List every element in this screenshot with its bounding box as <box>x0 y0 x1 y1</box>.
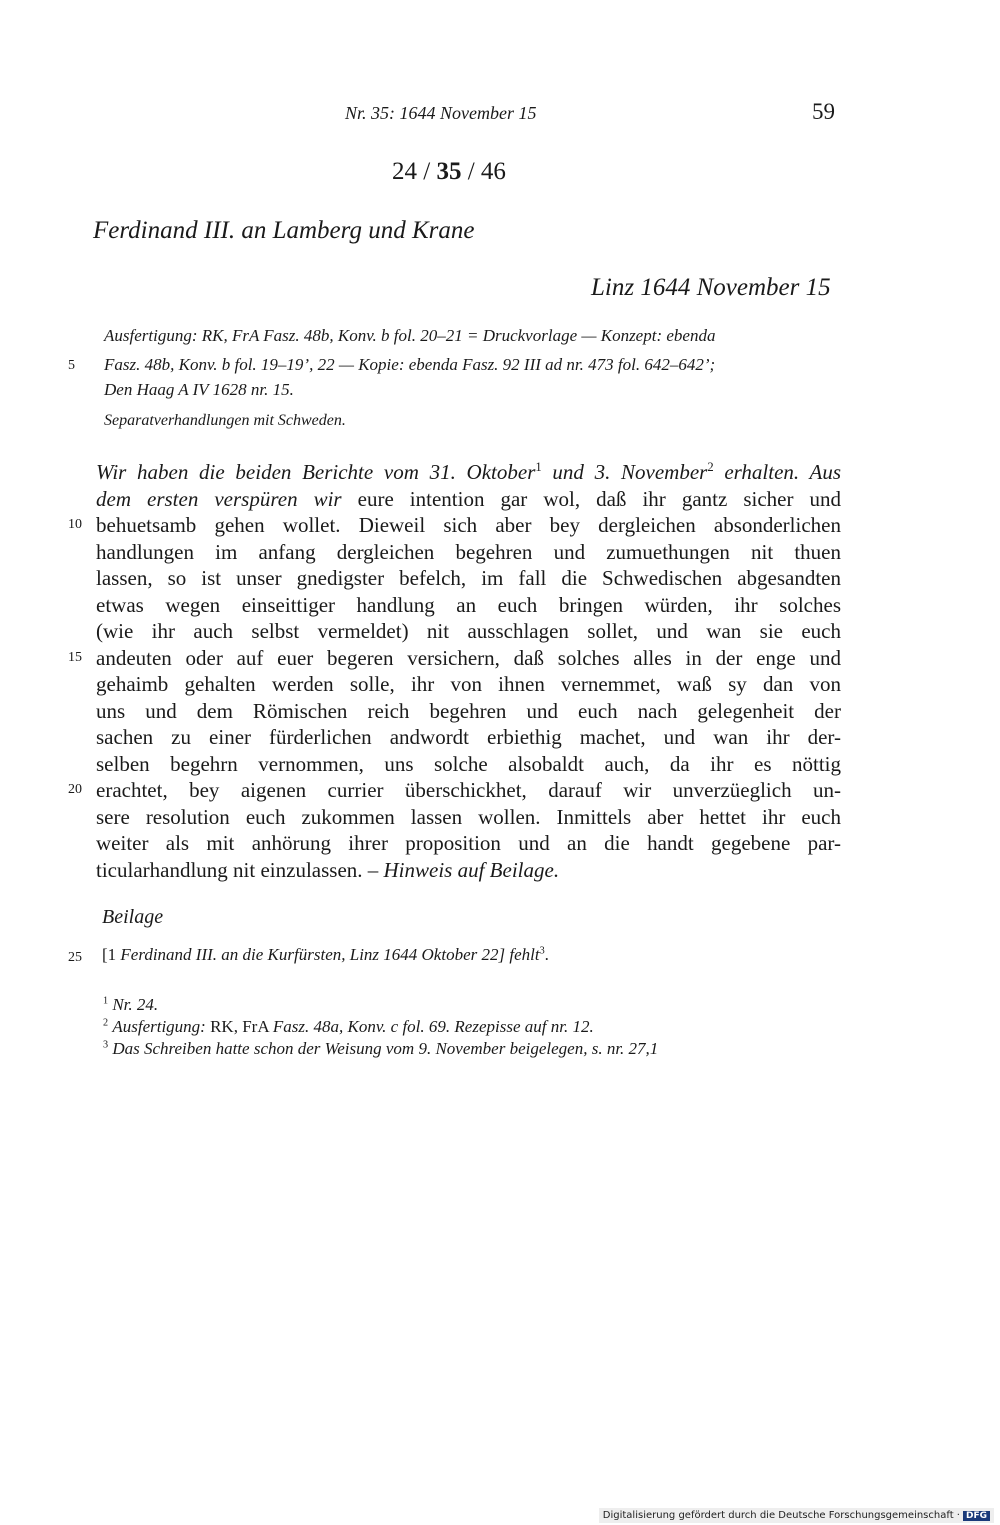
footnote-mark: 2 <box>103 1017 109 1029</box>
text-line: erachtet, bey aigenen currier überschickhet, darauf wir unverzüeglich un- <box>96 778 841 802</box>
doc-number-sep: / <box>461 158 481 185</box>
footnote: $^3$ Das Schreiben hatte schon der Weisung vom 9. November beigelegen, s. nr. 27,1 <box>103 1039 659 1058</box>
footnote-ref[interactable]: 2 <box>707 460 714 474</box>
text-line: Wir haben die beiden Berichte vom 31. Oktober$^1$ und 3. November$^2$ erhalten. Aus <box>96 460 841 484</box>
source-line: Den Haag A IV 1628 nr. 15. <box>104 380 294 399</box>
text-line: dem ersten verspüren wir eure intention gar wol, daß ihr gantz sicher und <box>96 487 841 511</box>
regest: Separatverhandlungen mit Schweden. <box>104 412 346 429</box>
text-line: ticularhandlung nit einzulassen. – Hinweis auf Beilage. <box>96 858 560 882</box>
doc-number-sep: / <box>417 158 437 185</box>
running-head: Nr. 35: 1644 November 15 <box>345 103 537 123</box>
text-line: handlungen im anfang dergleichen begehren und zumuethungen nit thuen <box>96 540 841 564</box>
text-line: behuetsamb gehen wollet. Dieweil sich aber bey dergleichen absonderlichen <box>96 513 841 537</box>
text-line: (wie ihr auch selbst vermeldet) nit ausschlagen sollet, und wan sie euch <box>96 619 841 643</box>
dfg-credit <box>599 1508 994 1523</box>
footnote-mark: 3 <box>103 1039 109 1051</box>
text-line: etwas wegen einseittiger handlung an euch bringen würden, ihr solches <box>96 593 841 617</box>
source-line: Ausfertigung: RK, FrA Fasz. 48b, Konv. b fol. 20–21 = Druckvorlage — Konzept: ebenda <box>104 326 716 345</box>
text-line: weiter als mit anhörung ihrer proposition und an die handt gegebene par- <box>96 831 841 855</box>
line-number: 10 <box>68 517 82 532</box>
dfg-credit-text: Digitalisierung gefördert durch die Deutsche Forschungsgemeinschaft · <box>602 1510 960 1521</box>
text-line: andeuten oder auf euer begeren versichern, daß solches alles in der enge und <box>96 646 841 670</box>
line-number: 5 <box>68 358 75 373</box>
line-number: 25 <box>68 950 82 965</box>
text-line: sere resolution euch zukommen lassen wollen. Inmittels aber hettet ihr euch <box>96 805 841 829</box>
page-number: 59 <box>812 99 835 124</box>
text-line: selben begehrn vernommen, uns solche alsobaldt auch, da ihr es nöttig <box>96 752 841 776</box>
footnote-ref[interactable]: 1 <box>535 460 542 474</box>
dateline: Linz 1644 November 15 <box>591 274 831 301</box>
footnote-ref[interactable]: 3 <box>539 945 545 957</box>
beilage-item: [1 Ferdinand III. an die Kurfürsten, Linz 1644 Oktober 22] fehlt$^3$. <box>102 945 549 964</box>
dfg-logo-icon[interactable]: DFG <box>963 1511 990 1521</box>
document-number <box>392 158 506 186</box>
doc-number-current: 35 <box>436 158 462 185</box>
line-number: 20 <box>68 782 82 797</box>
doc-number-next[interactable]: 46 <box>480 158 506 185</box>
beilage-heading: Beilage <box>102 906 164 928</box>
footnote: $^1$ Nr. 24. <box>103 995 159 1014</box>
source-line: Fasz. 48b, Konv. b fol. 19–19’, 22 — Kopie: ebenda Fasz. 92 III ad nr. 473 fol. 642–642’; <box>104 355 716 374</box>
document-title: Ferdinand III. an Lamberg und Krane <box>93 217 475 244</box>
doc-number-prev[interactable]: 24 <box>392 158 417 185</box>
text-line: gehaimb gehalten werden solle, ihr von ihnen vernemmet, waß sy dan von <box>96 672 841 696</box>
footnote-mark: 1 <box>103 995 109 1007</box>
text-line: lassen, so ist unser gnedigster befelch, im fall die Schwedischen abgesandten <box>96 566 841 590</box>
footnote: $^2$ Ausfertigung: RK, FrA Fasz. 48a, Konv. c fol. 69. Rezepisse auf nr. 12. <box>103 1017 594 1036</box>
line-number: 15 <box>68 650 82 665</box>
text-line: uns und dem Römischen reich begehren und euch nach gelegenheit der <box>96 699 841 723</box>
text-line: sachen zu einer fürderlichen andwordt erbiethig machet, und wan ihr der- <box>96 725 841 749</box>
